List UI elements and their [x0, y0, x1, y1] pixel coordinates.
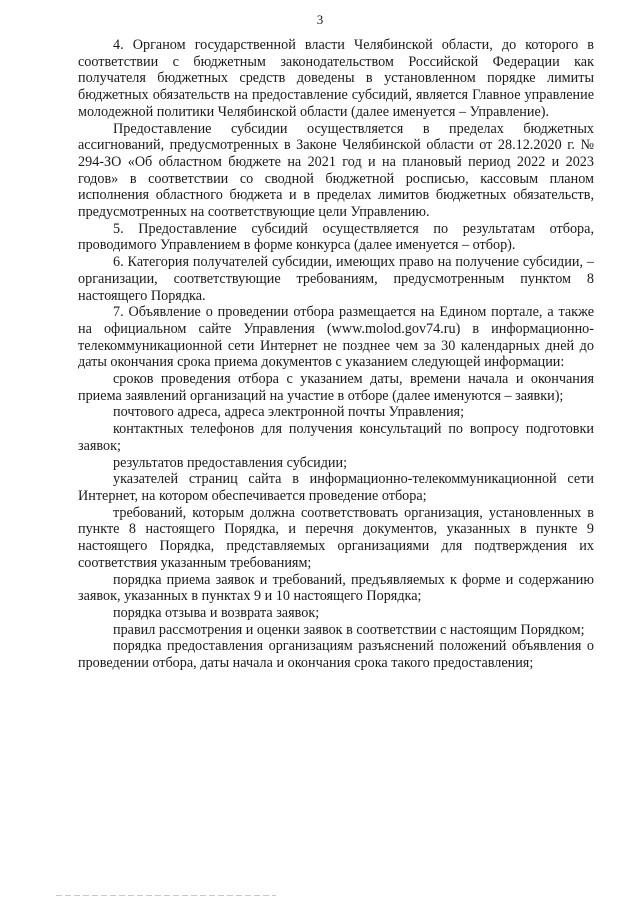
list-item-selection-dates: сроков проведения отбора с указанием даты, времени начала и окончания приема заявлений организаций на участие в отборе (далее именуются – заявки); [78, 371, 594, 404]
list-item-review-rules: правил рассмотрения и оценки заявок в соответствии с настоящим Порядком; [113, 621, 585, 638]
paragraph-7: 7. Объявление о проведении отбора размещается на Едином портале, а также на официальном сайте Управления (www.molod.gov74.ru) в информационно-телекоммуникационной сети Интернет не позднее чем за 30 календарных дней до даты окончания срока приема документов с указанием следующей информации: [78, 304, 594, 371]
list-item-site-pages: указателей страниц сайта в информационно-телекоммуникационной сети Интернет, на котором обеспечивается проведение отбора; [78, 471, 594, 504]
list-item-postal-address: почтового адреса, адреса электронной почты Управления; [113, 404, 465, 421]
footer-scan-line [56, 895, 276, 896]
paragraph-4: 4. Органом государственной власти Челябинской области, до которого в соответствии с бюджетным законодательством Российской Федерации как получателя бюджетных средств доведены в установленном порядке лимиты бюджетных обязательств на предоставление субсидий, является Главное управление молодежной политики Челябинской области (далее именуется – Управление). [78, 37, 594, 120]
paragraph-6: 6. Категория получателей субсидии, имеющих право на получение субсидии, – организации, соответствующие требованиям, предусмотренным пунктом 8 настоящего Порядка. [78, 254, 594, 304]
document-body [78, 37, 594, 672]
list-item-results: результатов предоставления субсидии; [113, 454, 348, 471]
list-item-application-procedure: порядка приема заявок и требований, предъявляемых к форме и содержанию заявок, указанных в пунктах 9 и 10 настоящего Порядка; [78, 571, 594, 605]
list-item-withdrawal: порядка отзыва и возврата заявок; [113, 604, 320, 621]
paragraph-5: 5. Предоставление субсидий осуществляется по результатам отбора, проводимого Управлением в форме конкурса (далее именуется – отбор). [78, 220, 594, 254]
list-item-contact-phones: контактных телефонов для получения консультаций по вопросу подготовки заявок; [78, 421, 594, 454]
paragraph-subsidy-budget: Предоставление субсидии осуществляется в пределах бюджетных ассигнований, предусмотренных в Законе Челябинской области от 28.12.2020 г. № 294-ЗО «Об областном бюджете на 2021 год и на плановый период 2022 и 2023 годов» в соответствии со сводной бюджетной росписью, кассовым планом исполнения областного бюджета и в пределах лимитов бюджетных обязательств, предусмотренных на соответствующие цели Управлению. [78, 120, 594, 221]
list-item-clarifications: порядка предоставления организациям разъяснений положений объявления о проведении отбора, даты начала и окончания срока такого предоставления; [78, 638, 594, 672]
list-item-requirements: требований, которым должна соответствовать организация, установленных в пункте 8 настоящего Порядка, и перечня документов, указанных в пункте 9 настоящего Порядка, представляемых организациями для подтверждения их соответствия указанным требованиям; [78, 504, 594, 571]
page-number: 3 [316, 12, 324, 27]
